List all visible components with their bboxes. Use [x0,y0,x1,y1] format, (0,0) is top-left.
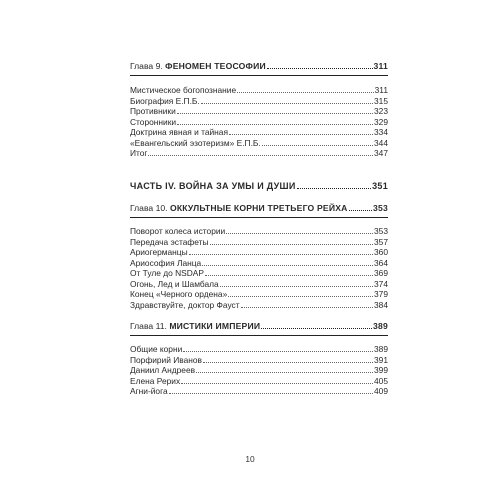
chapter-9-heading [130,61,388,71]
entry-title: Биография Е.П.Б. [130,95,200,106]
entry-title: От Туле до NSDAP [130,268,204,278]
page-number: 344 [374,137,388,148]
entry-title: Доктрина явная и тайная [130,127,228,137]
dot-leader [148,154,373,156]
toc-entry [130,237,388,247]
dot-leader [267,67,373,69]
chapter-prefix: Глава 11. [130,321,167,331]
page-number: 353 [374,226,388,236]
dot-leader [177,112,373,114]
toc-entry [130,386,388,396]
toc-entry [130,365,388,375]
page-number: 351 [372,181,388,191]
entry-title: Ариософия Ланца [130,257,202,268]
page-number: 405 [374,375,388,386]
toc-entry [130,258,388,268]
entry-title: Елена Рерих [130,375,181,386]
dot-leader [297,187,371,189]
part-4-heading [130,181,388,191]
page-number: 384 [374,299,388,310]
entry-title: Противники [130,106,176,116]
entry-title: Даниил Андреев [130,365,196,375]
chapter-9-title [130,61,266,71]
chapter-name: МИСТИКИ ИМПЕРИИ [169,321,261,331]
dot-leader [228,295,373,297]
dot-leader [241,306,373,308]
dot-leader [220,285,373,287]
entry-title: Порфирий Иванов [130,354,203,365]
toc-entry [130,279,388,289]
toc-entry [130,106,388,116]
toc-entry [130,355,388,365]
toc-entry [130,117,388,127]
dot-leader [226,232,373,234]
dot-leader [183,350,373,352]
dot-leader [203,361,373,363]
page-number: 329 [374,116,388,127]
dot-leader [201,102,373,104]
entry-title: Сторонники [130,116,177,127]
page-number: 389 [373,321,388,331]
toc-entry [130,247,388,257]
entry-title: «Евангельский эзотеризм» Е.П.Б. [130,137,261,148]
chapter-10-title [130,203,348,213]
entry-title: Общие корни [130,344,183,354]
page-number: 311 [373,61,388,71]
page-number: 357 [374,236,388,247]
divider-rule [130,217,388,218]
toc-entry [130,376,388,386]
toc-entry [130,344,388,354]
page-number: 369 [374,268,388,278]
entry-title: Агни-йога [130,386,168,396]
page-number: 409 [374,386,388,396]
dot-leader [229,133,373,135]
chapter-name: ОККУЛЬТНЫЕ КОРНИ ТРЕТЬЕГО РЕЙХА [169,203,348,213]
dot-leader [237,91,374,93]
toc-entry [130,300,388,310]
toc-entry [130,148,388,158]
entry-title: Мистическое богопознание [130,85,237,95]
page-number: 360 [374,247,388,257]
divider-rule [130,335,388,336]
dot-leader [181,382,373,384]
page-number: 364 [374,257,388,268]
page-number: 389 [374,344,388,354]
entry-title: Передача эстафеты [130,236,209,247]
entry-title: Конец «Черного ордена» [130,289,228,299]
dot-leader [349,209,372,211]
chapter-11-heading [130,321,388,331]
page-number: 315 [374,95,388,106]
dot-leader [189,253,373,255]
page-number: 334 [374,127,388,137]
entry-title: Итог [130,148,148,158]
page-number: 323 [374,106,388,116]
dot-leader [177,123,373,125]
toc-entry [130,85,388,95]
page-number: 399 [374,365,388,375]
part-title: ЧАСТЬ IV. ВОЙНА ЗА УМЫ И ДУШИ [130,181,296,191]
dot-leader [262,144,373,146]
page-number: 353 [373,203,388,213]
toc-entry [130,127,388,137]
dot-leader [196,371,373,373]
toc-entry [130,138,388,148]
page-number: 374 [374,278,388,289]
dot-leader [261,327,372,329]
toc-entry [130,226,388,236]
dot-leader [210,243,374,245]
page-number: 391 [374,354,388,365]
dot-leader [169,392,373,394]
entry-title: Поворот колеса истории [130,226,226,236]
chapter-11-title [130,321,260,331]
chapter-prefix: Глава 9. [130,61,163,71]
dot-leader [202,264,373,266]
entry-title: Ариогерманцы [130,247,188,257]
entry-title: Здравствуйте, доктор Фауст [130,299,240,310]
page-number: 347 [374,148,388,158]
chapter-name: ФЕНОМЕН ТЕОСОФИИ [165,61,266,71]
page-number: 311 [374,85,388,95]
page-number: 379 [374,289,388,299]
toc-entry [130,268,388,278]
dot-leader [205,274,373,276]
page-footer-number: 10 [245,454,255,464]
toc-entry [130,289,388,299]
divider-rule [130,75,388,76]
entry-title: Огонь, Лед и Шамбала [130,278,219,289]
chapter-prefix: Глава 10. [130,203,168,213]
toc-entry [130,96,388,106]
chapter-10-heading [130,203,388,213]
